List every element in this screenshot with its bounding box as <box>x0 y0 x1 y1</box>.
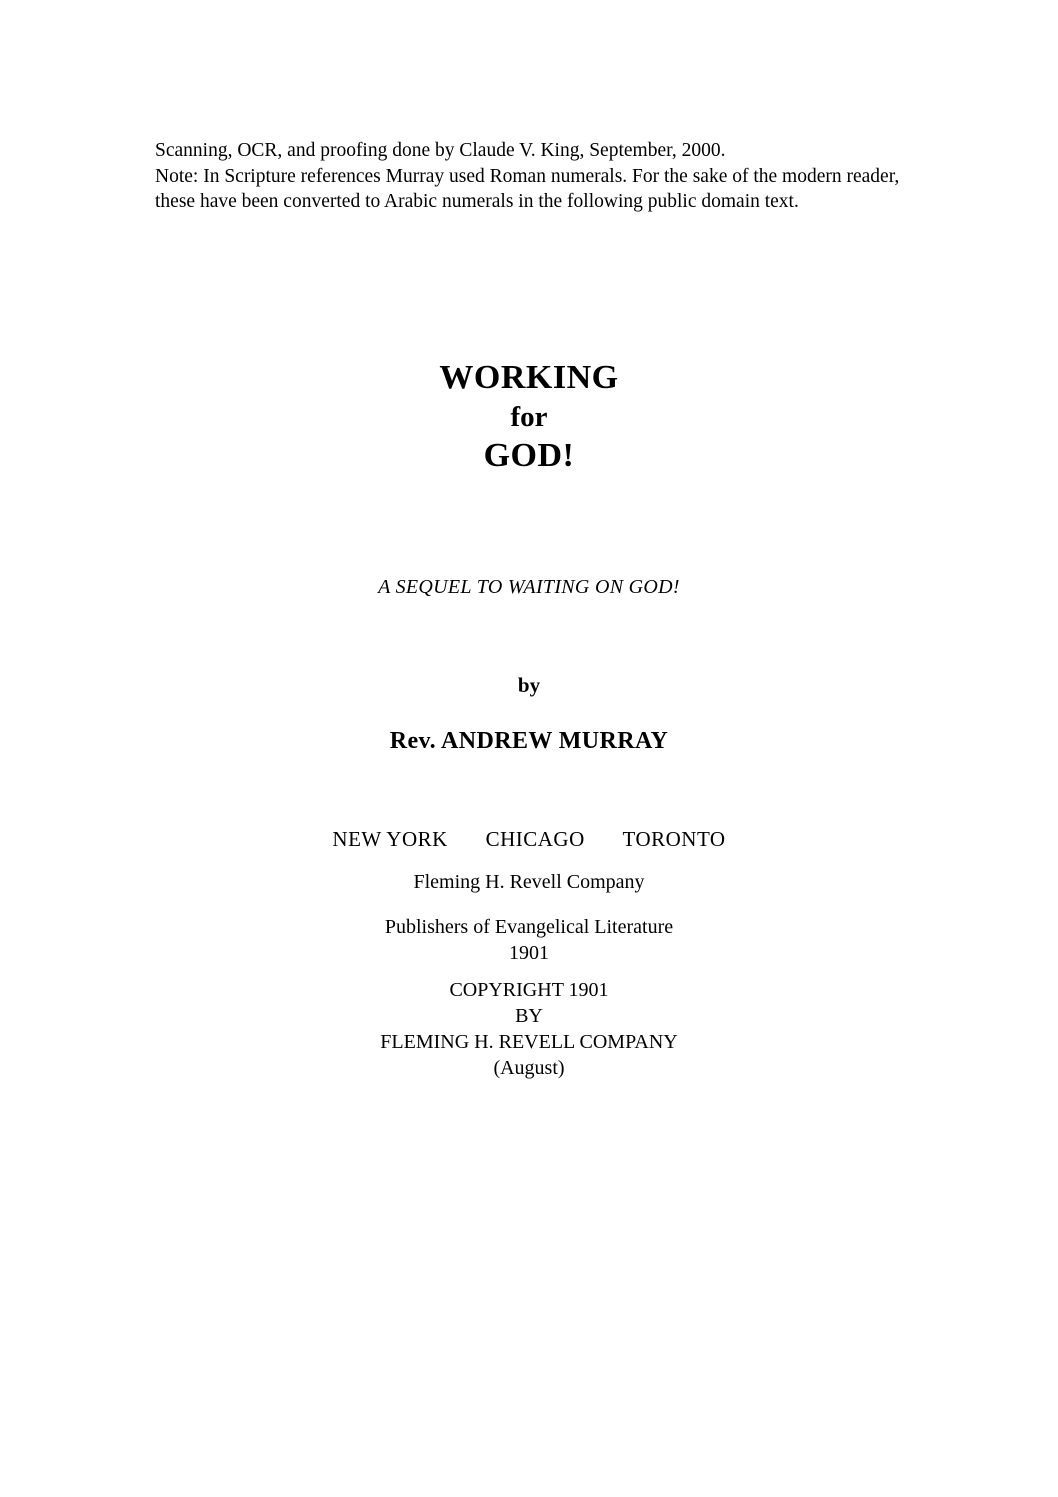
scanning-note <box>155 138 925 215</box>
city-new-york: NEW YORK <box>332 827 448 851</box>
copyright-line-2: BY <box>515 1005 543 1027</box>
note-line-2: Note: In Scripture references Murray used Roman numerals. For the sake of the modern reader, <box>155 165 900 187</box>
note-line-3: these have been converted to Arabic numerals in the following public domain text. <box>155 191 799 212</box>
byline-label: by <box>517 673 541 697</box>
city-toronto: TORONTO <box>622 827 726 851</box>
publisher-description-block <box>0 914 1058 966</box>
title-line-1: WORKING <box>439 359 619 396</box>
copyright-line-4: (August) <box>493 1057 565 1079</box>
author-name: Rev. ANDREW MURRAY <box>389 728 669 754</box>
copyright-block <box>0 977 1058 1081</box>
note-line-1: Scanning, OCR, and proofing done by Claude V. King, September, 2000. <box>155 140 726 161</box>
city-chicago: CHICAGO <box>485 827 585 851</box>
copyright-line-3: FLEMING H. REVELL COMPANY <box>380 1031 678 1053</box>
publisher-name: Fleming H. Revell Company <box>413 871 645 893</box>
copyright-line-1: COPYRIGHT 1901 <box>449 979 609 1001</box>
book-title <box>0 358 1058 476</box>
book-subtitle: A SEQUEL TO WAITING ON GOD! <box>378 576 680 598</box>
publication-year: 1901 <box>509 942 549 964</box>
publisher-description: Publishers of Evangelical Literature <box>384 916 674 938</box>
publisher-cities <box>0 827 1058 852</box>
title-line-2: for <box>510 401 548 433</box>
title-line-3: GOD! <box>483 437 575 474</box>
